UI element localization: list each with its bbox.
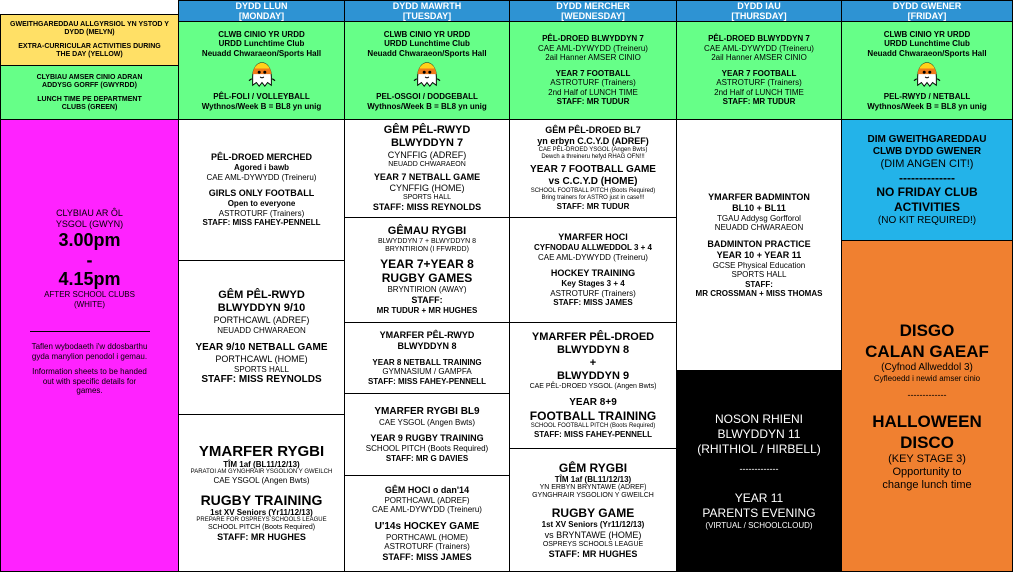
activity-line: Key Stages 3 + 4 (561, 279, 625, 289)
activity-line: Open to everyone (227, 199, 296, 209)
activity-title: RUGBY TRAINING (200, 491, 323, 508)
activity-line: PREPARE FOR OSPREYS SCHOOLS LEAGUE (196, 517, 327, 524)
activity-line: CAE PÊL-DROED YSGOL (Angen Bwts) (529, 383, 657, 391)
lunch-title: PÊL-DROED BLWYDDYN 7 (708, 34, 810, 44)
day-english: [THURSDAY] (731, 11, 787, 21)
activity-line: CYFNODAU ALLWEDDOL 3 + 4 (533, 243, 652, 253)
activity-staff: STAFF: MR TUDUR (556, 202, 630, 212)
tuesday-netball-game (344, 119, 510, 218)
legend-yellow (0, 14, 179, 66)
activity-line: ASTROTURF (Trainers) (384, 542, 470, 551)
event-line: (Cyfnod Allweddol 3) (881, 362, 973, 374)
activity-title: GIRLS ONLY FOOTBALL (208, 188, 315, 199)
lunch-line: CAE AML-DYWYDD (Treineru) (704, 43, 814, 53)
info-note-english: Information sheets to be handed out with specific details for games. (32, 367, 147, 395)
lunch-line: ASTROTURF (Trainers) (716, 78, 802, 88)
day-english: [FRIDAY] (907, 11, 947, 21)
activity-line: CAE YSGOL (Angen Bwts) (213, 476, 310, 486)
header-wednesday (509, 0, 677, 22)
after-school-label (0, 119, 179, 572)
activity-line: CAE AML-DYWYDD (Treineru) (538, 252, 648, 262)
lunch-line: CLWB CINIO YR URDD (218, 29, 305, 39)
end-time: 4.15pm (58, 269, 121, 289)
header-friday (841, 0, 1013, 22)
tuesday-hockey-game (344, 475, 510, 572)
activity-title: YEAR 7+YEAR 8 (380, 257, 474, 271)
tuesday-rugby-training (344, 393, 510, 476)
info-note-welsh: Taflen wybodaeth i'w ddosbarthu gyda manylion penodol i gemau. (31, 342, 148, 361)
event-line: change lunch time (882, 478, 972, 491)
activity-line: GCSE Physical Education (712, 260, 806, 270)
activity-title: RUGBY GAMES (381, 271, 473, 285)
lunch-activity: PEL-OSGOI / DODGEBALL (376, 92, 478, 102)
lunch-line: 2ail Hanner AMSER CINIO (545, 53, 641, 63)
lunch-line: Neuadd Chwaraeon/Sports Hall (867, 48, 987, 58)
activity-title: GÊM PÊL-RWYD (383, 124, 471, 136)
activity-title: BL10 + BL11 (732, 202, 786, 213)
activity-title: HOCKEY TRAINING (550, 268, 636, 279)
activity-line: SCHOOL PITCH (Boots Required) (207, 524, 316, 532)
activity-line: CYNFFIG (HOME) (389, 183, 465, 193)
activity-staff: STAFF: MISS REYNOLDS (201, 374, 322, 385)
notice-line: (NO KIT REQUIRED!) (877, 214, 977, 226)
tuesday-netball-training (344, 322, 510, 394)
activity-line: CAE AML-DYWYDD (Treineru) (372, 505, 482, 514)
wednesday-rugby-game (509, 448, 677, 572)
thursday-badminton (676, 119, 842, 371)
day-welsh: DYDD MERCHER (556, 1, 630, 11)
activity-line: NEUADD CHWARAEON (388, 161, 466, 168)
activity-staff: STAFF: MISS FAHEY-PENNELL (367, 376, 487, 386)
activity-line: + (589, 357, 597, 370)
monday-netball-game (178, 260, 345, 415)
divider: ------------- (739, 463, 779, 474)
after-school-welsh: CLYBIAU AR ÔL YSGOL (GWYN) (55, 208, 124, 229)
legend-green-welsh: CLYBIAU AMSER CINIO ADRAN ADDYSG GORFF (GWYRDD) (36, 73, 143, 89)
candy-corn-ghost-icon (913, 61, 941, 89)
activity-title: YMARFER BADMINTON (708, 191, 810, 202)
activity-line: TGAU Addysg Gorfforol (717, 213, 801, 223)
notice-title: NO FRIDAY CLUB (876, 184, 978, 199)
header-thursday (676, 0, 842, 22)
tuesday-rugby-games (344, 217, 510, 323)
day-welsh: DYDD GWENER (892, 1, 962, 11)
activity-title: YMARFER PÊL-DROED (531, 331, 655, 344)
activity-staff: STAFF: MISS JAMES (553, 298, 633, 308)
activity-staff: MR TUDUR + MR HUGHES (376, 305, 478, 315)
lunch-line: 2ail Hanner AMSER CINIO (711, 53, 807, 63)
day-welsh: DYDD LLUN (235, 1, 288, 11)
divider: -------------- (899, 170, 955, 185)
divider (30, 331, 150, 332)
activity-title: GÊMAU RYGBI (387, 225, 467, 237)
monday-rugby-training (178, 414, 345, 572)
day-english: [TUESDAY] (402, 11, 452, 21)
activity-line: GYMNASIUM / GAMPFA (382, 367, 472, 377)
friday-no-club (841, 119, 1013, 241)
event-title: BLWYDDYN 11 (717, 426, 801, 441)
activity-line: PORTHCAWL (ADREF) (384, 495, 470, 505)
lunch-note: Wythnos/Week B = BL8 yn unig (367, 101, 487, 111)
activity-line: OSPREYS SCHOOLS LEAGUE (542, 540, 644, 548)
activity-line: ASTROTURF (Trainers) (218, 208, 305, 218)
lunch-activity: PEL-RWYD / NETBALL (883, 92, 971, 102)
day-english: [MONDAY] (238, 11, 285, 21)
activity-line: SCHOOL FOOTBALL PITCH (Boots Required) (530, 188, 656, 195)
lunch-note: Wythnos/Week B = BL8 yn unig (867, 101, 987, 111)
lunch-line: ASTROTURF (Trainers) (550, 78, 636, 88)
activity-title: yn erbyn C.C.Y.D (ADREF) (537, 136, 649, 147)
activity-staff: STAFF: MISS JAMES (382, 551, 472, 562)
activity-line: NEUADD CHWARAEON (217, 326, 306, 335)
event-title: YEAR 11 (734, 490, 784, 505)
activity-staff: STAFF: (411, 294, 443, 305)
lunch-friday (841, 21, 1013, 120)
activity-title: YMARFER RYGBI BL9 (374, 405, 480, 417)
start-time: 3.00pm (58, 230, 121, 250)
activity-line: CAE PÊL-DROED YSGOL (Angen Bwts) (538, 147, 648, 154)
activity-title: YEAR 10 + YEAR 11 (716, 249, 802, 260)
activity-line: SCHOOL PITCH (Boots Required) (365, 444, 489, 454)
notice-line: (DIM ANGEN CIT!) (880, 157, 974, 170)
wednesday-football-training (509, 322, 677, 449)
lunch-line: 2nd Half of LUNCH TIME (714, 87, 804, 97)
activity-title: BLWYDDYN 7 (390, 137, 464, 149)
activity-title: YEAR 8 NETBALL TRAINING (372, 357, 482, 367)
legend-yellow-welsh: GWEITHGAREDDAU ALLGYRSIOL YN YSTOD Y DYDD (MELYN) (10, 21, 169, 36)
activity-title: YEAR 9 RUGBY TRAINING (370, 433, 484, 444)
activity-title: YMARFER PÊL-RWYD (379, 329, 475, 340)
activity-line: SPORTS HALL (234, 364, 289, 374)
activity-staff: STAFF: MR HUGHES (217, 532, 306, 543)
day-welsh: DYDD MAWRTH (392, 1, 462, 11)
thursday-parents-evening (676, 370, 842, 572)
event-title: HALLOWEEN (872, 411, 982, 431)
activity-line: PORTHCAWL (HOME) (386, 532, 468, 542)
activity-title: YEAR 7 NETBALL GAME (373, 172, 481, 182)
activity-title: YMARFER RYGBI (198, 442, 325, 460)
activity-title: vs C.C.Y.D (HOME) (548, 176, 638, 188)
activity-title: U'14s HOCKEY GAME (374, 520, 480, 532)
event-line: Opportunity to (892, 465, 962, 478)
lunch-activity: PÊL-FOLI / VOLLEYBALL (213, 92, 310, 102)
lunch-thursday (676, 21, 842, 120)
activity-line: SPORTS HALL (731, 270, 787, 279)
day-welsh: DYDD IAU (737, 1, 781, 11)
lunch-line: CAE AML-DYWYDD (Treineru) (538, 43, 648, 53)
lunch-line: 2nd Half of LUNCH TIME (548, 87, 638, 97)
activity-title: BADMINTON PRACTICE (707, 238, 811, 249)
activity-title: BLWYDDYN 8 (397, 340, 457, 351)
lunch-wednesday (509, 21, 677, 120)
event-line: Cyfleoedd i newid amser cinio (873, 374, 981, 384)
activity-title: GÊM RYGBI (558, 460, 628, 475)
lunch-title: PÊL-DROED BLWYDDYN 7 (542, 34, 644, 44)
day-english: [WEDNESDAY] (561, 11, 625, 21)
activity-staff: STAFF: MR HUGHES (548, 548, 638, 559)
activity-title: BLWYDDYN 8 (556, 344, 630, 357)
activity-line: BRYNTIRION (I FFWRDD) (385, 246, 469, 253)
notice-title: CLWB DYDD GWENER (872, 145, 982, 157)
notice-title: DIM GWEITHGAREDDAU (867, 133, 987, 145)
legend-yellow-english: EXTRA-CURRICULAR ACTIVITIES DURING THE DAY (YELLOW) (18, 43, 161, 58)
activity-line: BLWYDDYN 7 + BLWYDDYN 8 (378, 238, 476, 245)
activity-line: CAE AML-DYWYDD (Treineru) (206, 172, 317, 182)
activity-line: TÎM 1af (BL11/12/13) (223, 459, 300, 469)
friday-halloween-disco (841, 240, 1013, 572)
event-title: PARENTS EVENING (702, 505, 816, 520)
candy-corn-ghost-icon (248, 61, 276, 89)
lunch-line: Neuadd Chwaraeon/Sports Hall (201, 48, 322, 58)
time-dash: - (86, 250, 93, 270)
legend-green (0, 65, 179, 120)
monday-girls-football (178, 119, 345, 261)
activity-line: YN ERBYN BRYNTAWE (ADREF) (539, 484, 647, 491)
activity-line: Bring trainers for ASTRO just in case!!! (541, 195, 645, 202)
lunch-line: URDD Lunchtime Club (384, 39, 470, 49)
activity-line: TÎM 1af (BL11/12/13) (554, 474, 632, 484)
activity-title: YEAR 8+9 (569, 397, 617, 409)
lunch-title: YEAR 7 FOOTBALL (721, 68, 797, 78)
lunch-staff: STAFF: MR TUDUR (556, 97, 630, 107)
activity-staff: STAFF: MISS REYNOLDS (372, 202, 482, 212)
activity-line: NEUADD CHWARAEON (714, 223, 804, 232)
candy-corn-ghost-icon (413, 61, 441, 89)
activity-staff: STAFF: (745, 279, 773, 289)
activity-line: 1st XV Seniors (Yr11/12/13) (210, 507, 313, 517)
header-tuesday (344, 0, 510, 22)
activity-line: PARATOI AM GYNGHRAIR YSGOLION Y GWEILCH (190, 469, 333, 476)
activity-staff: STAFF: MR G DAVIES (385, 453, 469, 463)
activity-title: YMARFER HOCI (558, 232, 628, 243)
activity-title: BLWYDDYN 9/10 (217, 302, 306, 314)
activity-line: CYNFFIG (ADREF) (387, 150, 467, 160)
activity-staff: STAFF: MISS FAHEY-PENNELL (533, 430, 653, 440)
activity-line: CAE YSGOL (Angen Bwts) (378, 417, 476, 427)
activity-line: SCHOOL FOOTBALL PITCH (Boots Required) (530, 423, 656, 430)
activity-staff: MR CROSSMAN + MISS THOMAS (695, 289, 823, 298)
event-line: (KEY STAGE 3) (888, 452, 966, 465)
activity-title: GÊM PÊL-DROED BL7 (545, 125, 641, 136)
lunch-staff: STAFF: MR TUDUR (722, 97, 796, 107)
lunch-line: CLWB CINIO YR URDD (883, 29, 971, 39)
event-line: (VIRTUAL / SCHOOLCLOUD) (705, 520, 813, 530)
activity-title: RUGBY GAME (551, 506, 635, 520)
activity-line: Dewch a threineru hefyd RHAG OFN!!! (541, 154, 645, 161)
activity-line: vs BRYNTAWE (HOME) (544, 529, 642, 540)
lunch-title: YEAR 7 FOOTBALL (555, 68, 631, 78)
header-monday (178, 0, 345, 22)
lunch-line: URDD Lunchtime Club (218, 39, 305, 49)
activity-line: ASTROTURF (Trainers) (550, 288, 636, 298)
legend-green-english: LUNCH TIME PE DEPARTMENT CLUBS (GREEN) (37, 95, 142, 111)
lunch-line: Neuadd Chwaraeon/Sports Hall (367, 48, 487, 58)
after-school-english: AFTER SCHOOL CLUBS (WHITE) (44, 290, 135, 309)
lunch-note: Wythnos/Week B = BL8 yn unig (201, 101, 322, 111)
activity-line: PORTHCAWL (HOME) (215, 353, 308, 364)
activity-line: BRYNTIRION (AWAY) (387, 285, 467, 294)
event-line: (RHITHIOL / HIRBELL) (697, 441, 821, 456)
activity-title: FOOTBALL TRAINING (529, 409, 657, 424)
lunch-line: CLWB CINIO YR URDD (383, 29, 471, 39)
activity-title: GÊM PÊL-RWYD (218, 289, 305, 301)
activity-line: PORTHCAWL (ADREF) (213, 315, 310, 325)
activity-title: BLWYDDYN 9 (556, 370, 630, 383)
activity-title: PÊL-DROED MERCHED (210, 152, 312, 163)
activity-title: GÊM HOCI o dan'14 (384, 484, 470, 495)
lunch-monday (178, 21, 345, 120)
wednesday-hockey-training (509, 217, 677, 323)
event-title: CALAN GAEAF (865, 342, 989, 362)
wednesday-football-game (509, 119, 677, 218)
activity-line: 1st XV Seniors (Yr11/12/13) (541, 520, 645, 529)
activity-line: GYNGHRAIR YSGOLION Y GWEILCH (532, 492, 654, 499)
event-title: NOSON RHIENI (714, 411, 803, 426)
divider: ------------- (907, 389, 947, 400)
lunch-tuesday (344, 21, 510, 120)
activity-line: SPORTS HALL (402, 194, 452, 201)
activity-title: YEAR 7 FOOTBALL GAME (530, 164, 656, 176)
activity-title: YEAR 9/10 NETBALL GAME (195, 341, 328, 353)
activity-staff: STAFF: MISS FAHEY-PENNELL (202, 218, 321, 228)
notice-title: ACTIVITIES (893, 199, 960, 214)
lunch-line: URDD Lunchtime Club (884, 39, 970, 49)
event-title: DISCO (900, 432, 954, 452)
activity-line: Agored i bawb (233, 163, 290, 173)
event-title: DISGO (899, 321, 955, 341)
